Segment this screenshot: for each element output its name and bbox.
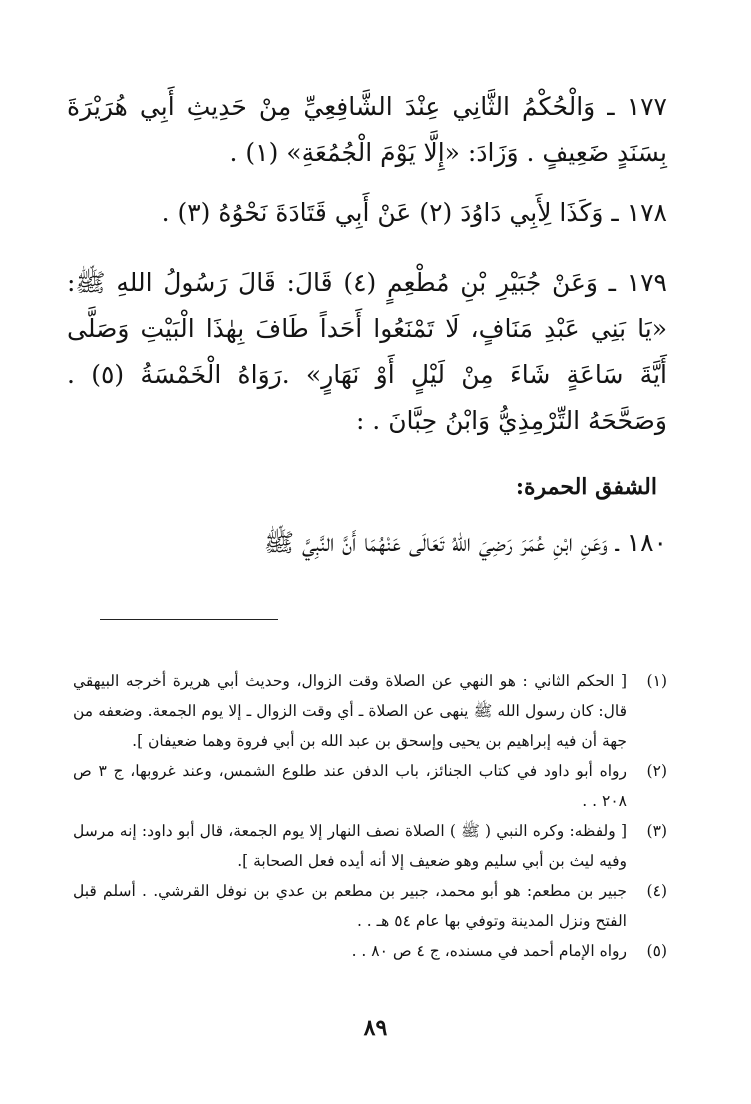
page-number: ٨٩ [363, 1015, 388, 1041]
hadith-177: ١٧٧ ـ وَالْحُكْمُ الثَّانِي عِنْدَ الشَّافِعِيِّ مِنْ حَدِيثِ أَبِي هُرَيْرَةَ بِسَنَدٍ ضَعِيفٍ . وَزَادَ: «إِلَّا يَوْمَ الْجُمُعَةِ» (١) . [67, 92, 667, 167]
footnote-number: (٣) [646, 822, 667, 840]
footnote-number: (١) [646, 672, 667, 690]
hadith-179: ١٧٩ ـ وَعَنْ جُبَيْرِ بْنِ مُطْعِمٍ (٤) قَالَ: قَالَ رَسُولُ اللهِ ﷺ: «يَا بَنِي عَبْدِ مَنَافٍ، لَا تَمْنَعُوا أَحَداً طَافَ بِهٰذَا الْبَيْتِ وَصَلَّى أَيَّةَ سَاعَةٍ شَاءَ مِنْ لَيْلٍ أَوْ نَهَارٍ» .رَوَاهُ الْخَمْسَةُ (٥) . وَصَحَّحَهُ التِّرْمِذِيُّ وَابْنُ حِبَّانَ . : [67, 268, 667, 435]
footnote-number: (٥) [646, 942, 667, 960]
footnote-text: رواه الإمام أحمد في مسنده، ج ٤ ص ٨٠ . . [351, 942, 627, 960]
hadith-178: ١٧٨ ـ وَكَذَا لِأَبِي دَاوُدَ (٢) عَنْ أَبِي قَتَادَةَ نَحْوُهُ (٣) . [161, 198, 667, 227]
footnotes [73, 666, 667, 966]
footnote-5 [73, 936, 667, 966]
footnote-number: (٢) [646, 762, 667, 780]
footnote-text: جبير بن مطعم: هو أبو محمد، جبير بن مطعم بن عدي بن نوفل القرشي. . أسلم قبل الفتح ونزل المدينة وتوفي بها عام ٥٤ هـ . . [73, 882, 627, 930]
footnote-text: [ ولفظه: وكره النبي ( ﷺ ) الصلاة نصف النهار إلا يوم الجمعة، قال أبو داود: إنه مرسل وفيه ليث بن أبي سليم وهو ضعيف إلا أنه أيده فعل الصحابة ]. [73, 822, 627, 870]
footnote-divider [100, 619, 278, 620]
footnote-number: (٤) [646, 882, 667, 900]
footnote-text: رواه أبو داود في كتاب الجنائز، باب الدفن عند طلوع الشمس، وعند غروبها، ج ٣ ص ٢٠٨ . . [73, 762, 627, 810]
footnote-1 [73, 666, 667, 756]
hadith-180: ١٨٠ ـ وَعَنِ ابْنِ عُمَرَ رَضِيَ اللهُ تَعَالَى عَنْهُمَا أَنَّ النَّبِيَّ ﷺ [263, 528, 667, 557]
footnote-4 [73, 876, 667, 936]
footnote-text: [ الحكم الثاني : هو النهي عن الصلاة وقت الزوال، وحديث أبي هريرة أخرجه البيهقي قال: كان رسول الله ﷺ ينهى عن الصلاة ـ أي وقت الزوال ـ إلا يوم الجمعة. وضعفه من جهة أن فيه إبراهيم بن يحيى وإسحق بن عبد الله بن أبي فروة وهما ضعيفان ]. [73, 672, 627, 750]
footnote-2 [73, 756, 667, 816]
footnote-3 [73, 816, 667, 876]
section-heading: الشفق الحمرة: [515, 474, 657, 500]
